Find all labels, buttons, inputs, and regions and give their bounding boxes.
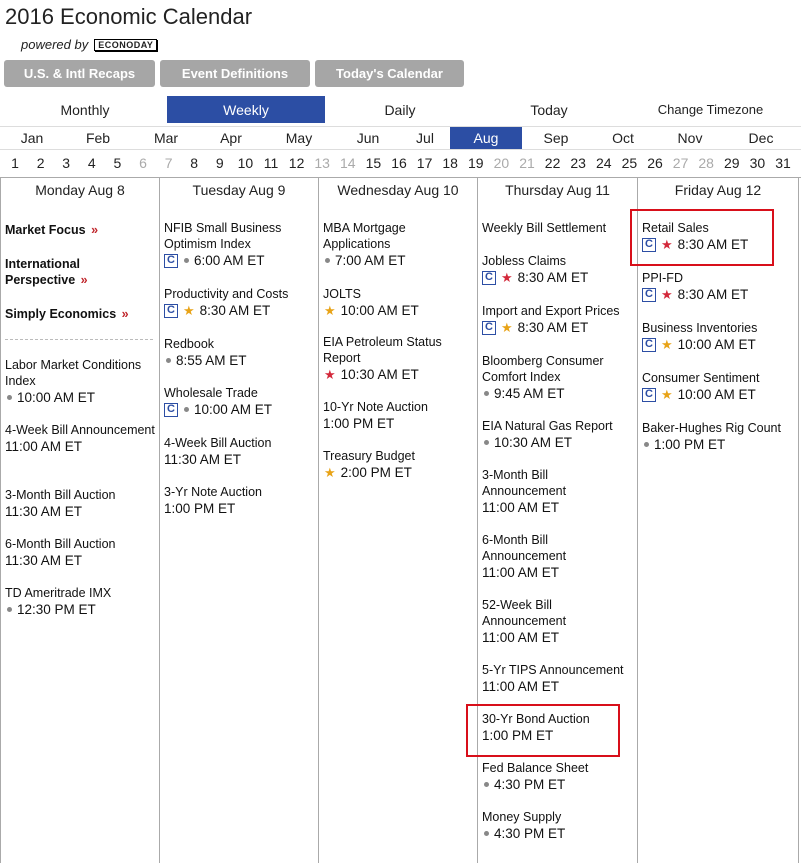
event-name[interactable]: JOLTS (323, 287, 361, 301)
event-name[interactable]: 4-Week Bill Auction (164, 436, 272, 450)
event-time-row (164, 401, 315, 418)
month-tab-mar[interactable]: Mar (153, 130, 179, 146)
day-numbers (0, 152, 801, 175)
link-market-focus[interactable] (5, 222, 98, 238)
gold-star-icon: ★ (661, 337, 673, 352)
dot-icon (484, 782, 489, 787)
dot-icon (644, 442, 649, 447)
day-number-3[interactable]: 3 (62, 155, 71, 171)
dot-icon (7, 607, 12, 612)
day-header[interactable]: Friday Aug 12 (674, 182, 762, 198)
event-time-row (5, 552, 156, 569)
event-time: 1:00 PM ET (164, 501, 236, 516)
day-number-22[interactable]: 22 (544, 155, 561, 171)
event-time-row (642, 286, 795, 303)
event-name[interactable]: 4-Week Bill Announcement (5, 423, 155, 437)
event-name[interactable]: Baker-Hughes Rig Count (642, 421, 781, 435)
day-number-27[interactable]: 27 (672, 155, 689, 171)
gold-star-icon: ★ (661, 387, 673, 402)
event-time-row (5, 438, 156, 455)
day-column-tuesday-aug-9 (159, 178, 318, 863)
event-3-month-bill-announcement[interactable] (482, 467, 634, 516)
link-simply-economics[interactable] (5, 306, 129, 322)
event-bloomberg-consumer-comfort-index[interactable] (482, 353, 634, 402)
view-tabs (0, 96, 801, 123)
event-consumer-sentiment[interactable] (642, 370, 795, 403)
event-time-row (164, 451, 315, 468)
event-jolts[interactable] (323, 286, 474, 319)
event-name[interactable]: 3-Month Bill Announcement (482, 468, 567, 498)
link-label: International Perspective (5, 257, 81, 287)
day-number-10[interactable]: 10 (237, 155, 254, 171)
event-time-row (323, 252, 474, 269)
dot-icon (484, 391, 489, 396)
todays-calendar-button[interactable]: Today's Calendar (315, 60, 464, 87)
event-time: 8:30 AM ET (517, 320, 589, 335)
day-number-4[interactable]: 4 (87, 155, 96, 171)
event-time-row (482, 499, 634, 516)
tab-monthly[interactable]: Monthly (60, 101, 110, 118)
event-name[interactable]: Labor Market Conditions Index (5, 358, 142, 388)
day-number-13[interactable]: 13 (314, 155, 330, 171)
event-time: 4:30 PM ET (494, 826, 566, 841)
recaps-button[interactable]: U.S. & Intl Recaps (4, 60, 155, 87)
event-time: 8:30 AM ET (677, 237, 749, 252)
event-time-row (482, 776, 634, 793)
day-column-monday-aug-8 (0, 178, 159, 863)
event-time: 9:45 AM ET (494, 386, 565, 401)
event-name[interactable]: TD Ameritrade IMX (5, 586, 112, 600)
gold-star-icon: ★ (183, 303, 195, 318)
powered-by-label: powered by (21, 37, 89, 52)
event-name[interactable]: Bloomberg Consumer Comfort Index (482, 354, 604, 384)
day-number-6[interactable]: 6 (139, 155, 147, 171)
event-name[interactable]: 3-Month Bill Auction (5, 488, 116, 502)
powered-by (21, 37, 157, 52)
event-wholesale-trade[interactable] (164, 385, 315, 418)
event-time: 1:00 PM ET (654, 437, 726, 452)
week-grid (0, 177, 801, 863)
event-time-row (323, 366, 474, 383)
event-6-month-bill-announcement[interactable] (482, 532, 634, 581)
day-number-31[interactable]: 31 (775, 155, 791, 171)
event-time: 2:00 PM ET (340, 465, 412, 480)
econoday-logo[interactable]: ECONODAY (94, 39, 157, 51)
dot-icon (7, 395, 12, 400)
consensus-icon[interactable]: C (642, 338, 656, 352)
day-header[interactable]: Wednesday Aug 10 (337, 182, 459, 198)
event-time: 8:55 AM ET (176, 353, 247, 368)
event-time-row (323, 415, 474, 432)
day-number-29[interactable]: 29 (724, 155, 740, 171)
event-52-week-bill-announcement[interactable] (482, 597, 634, 646)
event-3-month-bill-auction[interactable] (5, 487, 156, 520)
event-time-row (164, 352, 315, 369)
arrow-icon: » (80, 273, 88, 287)
day-number-8[interactable]: 8 (190, 155, 199, 171)
event-ppi-fd[interactable] (642, 270, 795, 303)
event-time: 8:30 AM ET (199, 303, 271, 318)
event-time: 10:00 AM ET (17, 390, 96, 405)
event-6-month-bill-auction[interactable] (5, 536, 156, 569)
event-name[interactable]: EIA Natural Gas Report (482, 419, 613, 433)
event-time-row (164, 252, 315, 269)
dot-icon (325, 258, 330, 263)
event-4-week-bill-auction[interactable] (164, 435, 315, 468)
event-name[interactable]: Treasury Budget (323, 449, 415, 463)
event-name[interactable]: PPI-FD (642, 271, 683, 285)
event-time: 7:00 AM ET (335, 253, 406, 268)
event-5-yr-tips-announcement[interactable] (482, 662, 634, 695)
event-money-supply[interactable] (482, 809, 634, 842)
event-name[interactable]: Redbook (164, 337, 215, 351)
consensus-icon[interactable]: C (482, 321, 496, 335)
event-4-week-bill-announcement[interactable] (5, 422, 156, 455)
event-time: 4:30 PM ET (494, 777, 566, 792)
event-name[interactable]: 10-Yr Note Auction (323, 400, 428, 414)
day-number-16[interactable]: 16 (391, 155, 407, 171)
month-tab-aug[interactable]: Aug (450, 127, 522, 149)
event-td-ameritrade-imx[interactable] (5, 585, 156, 618)
event-nfib-small-business-optimism-index[interactable] (164, 220, 315, 269)
day-number-15[interactable]: 15 (365, 155, 382, 171)
dot-icon (184, 258, 189, 263)
event-time-row (482, 434, 634, 451)
event-name[interactable]: 52-Week Bill Announcement (482, 598, 567, 628)
event-time-row (164, 302, 315, 319)
red-star-icon: ★ (324, 367, 336, 382)
event-time: 11:30 AM ET (5, 504, 83, 519)
day-number-1[interactable]: 1 (11, 155, 19, 171)
event-time-row (323, 302, 474, 319)
event-name[interactable]: Business Inventories (642, 321, 758, 335)
event-name[interactable]: 6-Month Bill Announcement (482, 533, 567, 563)
event-time-row (482, 269, 634, 286)
day-number-20[interactable]: 20 (493, 155, 510, 171)
event-time: 11:00 AM ET (482, 500, 560, 515)
event-name[interactable]: Money Supply (482, 810, 562, 824)
link-label: Simply Economics (5, 307, 117, 321)
dot-icon (184, 407, 189, 412)
day-number-26[interactable]: 26 (647, 155, 663, 171)
event-name[interactable]: 30-Yr Bond Auction (482, 712, 590, 726)
event-name[interactable]: Consumer Sentiment (642, 371, 760, 385)
gold-star-icon: ★ (501, 320, 513, 335)
event-mba-mortgage-applications[interactable] (323, 220, 474, 269)
event-time-row (164, 500, 315, 517)
event-time: 10:30 AM ET (494, 435, 573, 450)
event-time: 11:00 AM ET (482, 630, 560, 645)
event-10-yr-note-auction[interactable] (323, 399, 474, 432)
event-time: 1:00 PM ET (482, 728, 554, 743)
event-name[interactable]: 6-Month Bill Auction (5, 537, 116, 551)
day-number-5[interactable]: 5 (113, 155, 122, 171)
highlight-box-retail-sales (630, 209, 774, 266)
day-number-7[interactable]: 7 (164, 155, 173, 171)
day-number-21[interactable]: 21 (519, 155, 535, 171)
month-tab-feb[interactable]: Feb (85, 130, 111, 146)
event-name[interactable]: Productivity and Costs (164, 287, 289, 301)
consensus-icon[interactable]: C (164, 304, 178, 318)
highlight-box-bond-auction (466, 704, 620, 757)
event-time-row (5, 503, 156, 520)
event-eia-natural-gas-report[interactable] (482, 418, 634, 451)
day-number-24[interactable]: 24 (596, 155, 612, 171)
event-name[interactable]: Weekly Bill Settlement (482, 221, 607, 235)
event-time: 10:00 AM ET (677, 337, 756, 352)
event-name[interactable]: Fed Balance Sheet (482, 761, 589, 775)
day-number-28[interactable]: 28 (698, 155, 714, 171)
event-time-row (323, 464, 474, 481)
consensus-icon[interactable]: C (164, 254, 178, 268)
month-tab-jul[interactable]: Jul (416, 130, 434, 146)
event-time: 8:30 AM ET (677, 287, 749, 302)
event-time-row (642, 386, 795, 403)
event-time: 11:30 AM ET (164, 452, 242, 467)
event-time: 8:30 AM ET (517, 270, 589, 285)
event-name[interactable]: NFIB Small Business Optimism Index (164, 221, 282, 251)
event-time-row (642, 436, 795, 453)
day-number-23[interactable]: 23 (570, 155, 586, 171)
tab-daily[interactable]: Daily (384, 101, 416, 118)
month-tab-oct[interactable]: Oct (612, 130, 634, 146)
event-name[interactable]: 5-Yr TIPS Announcement (482, 663, 624, 677)
tab-today[interactable]: Today (530, 101, 568, 118)
event-name[interactable]: Jobless Claims (482, 254, 567, 268)
day-number-19[interactable]: 19 (468, 155, 484, 171)
consensus-icon[interactable]: C (642, 388, 656, 402)
consensus-icon[interactable]: C (164, 403, 178, 417)
event-weekly-bill-settlement[interactable] (482, 220, 634, 236)
change-timezone-link[interactable]: Change Timezone (657, 102, 764, 117)
event-time-row (5, 389, 156, 406)
month-tab-nov[interactable]: Nov (677, 130, 703, 146)
event-time: 11:00 AM ET (5, 439, 83, 454)
page-title: 2016 Economic Calendar (5, 4, 253, 29)
event-eia-petroleum-status-report[interactable] (323, 334, 474, 383)
day-number-11[interactable]: 11 (263, 155, 279, 171)
consensus-icon[interactable]: C (482, 271, 496, 285)
day-column-wednesday-aug-10 (318, 178, 477, 863)
dot-icon (166, 358, 171, 363)
dot-icon (484, 831, 489, 836)
event-time-row (482, 678, 634, 695)
event-name[interactable]: Import and Export Prices (482, 304, 620, 318)
event-name[interactable]: MBA Mortgage Applications (323, 221, 406, 251)
red-star-icon: ★ (661, 287, 673, 302)
month-tab-may[interactable]: May (285, 130, 313, 146)
event-labor-market-conditions-index[interactable] (5, 357, 156, 406)
gold-star-icon: ★ (324, 303, 336, 318)
event-baker-hughes-rig-count[interactable] (642, 420, 795, 453)
event-time: 1:00 PM ET (323, 416, 395, 431)
event-redbook[interactable] (164, 336, 315, 369)
event-time-row (482, 825, 634, 842)
consensus-icon[interactable]: C (642, 288, 656, 302)
event-time: 10:00 AM ET (194, 402, 273, 417)
month-tab-sep[interactable]: Sep (543, 130, 569, 146)
event-name[interactable]: EIA Petroleum Status Report (323, 335, 442, 365)
day-header[interactable]: Monday Aug 8 (35, 182, 125, 198)
arrow-icon: » (91, 223, 99, 237)
event-definitions-button[interactable]: Event Definitions (160, 60, 310, 87)
event-fed-balance-sheet[interactable] (482, 760, 634, 793)
link-label: Market Focus (5, 223, 86, 237)
section-divider (5, 339, 153, 340)
consensus-icon[interactable]: C (642, 238, 656, 252)
event-jobless-claims[interactable] (482, 253, 634, 286)
red-star-icon: ★ (501, 270, 513, 285)
event-productivity-and-costs[interactable] (164, 286, 315, 319)
event-import-and-export-prices[interactable] (482, 303, 634, 336)
event-time-row (482, 564, 634, 581)
event-time: 6:00 AM ET (194, 253, 265, 268)
gold-star-icon: ★ (324, 465, 336, 480)
event-3-yr-note-auction[interactable] (164, 484, 315, 517)
event-treasury-budget[interactable] (323, 448, 474, 481)
month-tab-apr[interactable]: Apr (220, 130, 242, 146)
day-number-18[interactable]: 18 (442, 155, 458, 171)
day-number-12[interactable]: 12 (288, 155, 305, 171)
day-number-17[interactable]: 17 (416, 155, 433, 171)
day-number-9[interactable]: 9 (215, 155, 224, 171)
event-time-row (642, 336, 795, 353)
event-time: 10:30 AM ET (340, 367, 419, 382)
day-column-friday-aug-12 (637, 178, 799, 863)
day-number-30[interactable]: 30 (749, 155, 766, 171)
day-number-2[interactable]: 2 (36, 155, 45, 171)
red-star-icon: ★ (661, 237, 673, 252)
event-time: 11:00 AM ET (482, 679, 560, 694)
event-time-row (482, 319, 634, 336)
link-international-perspective[interactable] (5, 256, 95, 288)
event-time: 10:00 AM ET (340, 303, 419, 318)
event-name[interactable]: Wholesale Trade (164, 386, 258, 400)
dot-icon (484, 440, 489, 445)
event-name[interactable]: 3-Yr Note Auction (164, 485, 262, 499)
day-column-thursday-aug-11 (477, 178, 637, 863)
event-time: 10:00 AM ET (677, 387, 756, 402)
event-time: 12:30 PM ET (17, 602, 96, 617)
arrow-icon: » (121, 307, 129, 321)
event-name[interactable]: Retail Sales (642, 221, 709, 235)
day-number-25[interactable]: 25 (621, 155, 638, 171)
day-header[interactable]: Tuesday Aug 9 (192, 182, 286, 198)
event-time: 11:00 AM ET (482, 565, 560, 580)
event-time-row (5, 601, 156, 618)
month-tab-dec[interactable]: Dec (748, 130, 774, 146)
day-number-14[interactable]: 14 (340, 155, 356, 171)
event-time: 11:30 AM ET (5, 553, 83, 568)
day-header[interactable]: Thursday Aug 11 (505, 182, 610, 198)
month-tab-jun[interactable]: Jun (356, 130, 380, 146)
event-time-row (482, 385, 634, 402)
event-time-row (482, 629, 634, 646)
tab-weekly[interactable]: Weekly (167, 96, 325, 123)
month-tabs (0, 126, 801, 150)
event-business-inventories[interactable] (642, 320, 795, 353)
month-tab-jan[interactable]: Jan (20, 130, 44, 146)
